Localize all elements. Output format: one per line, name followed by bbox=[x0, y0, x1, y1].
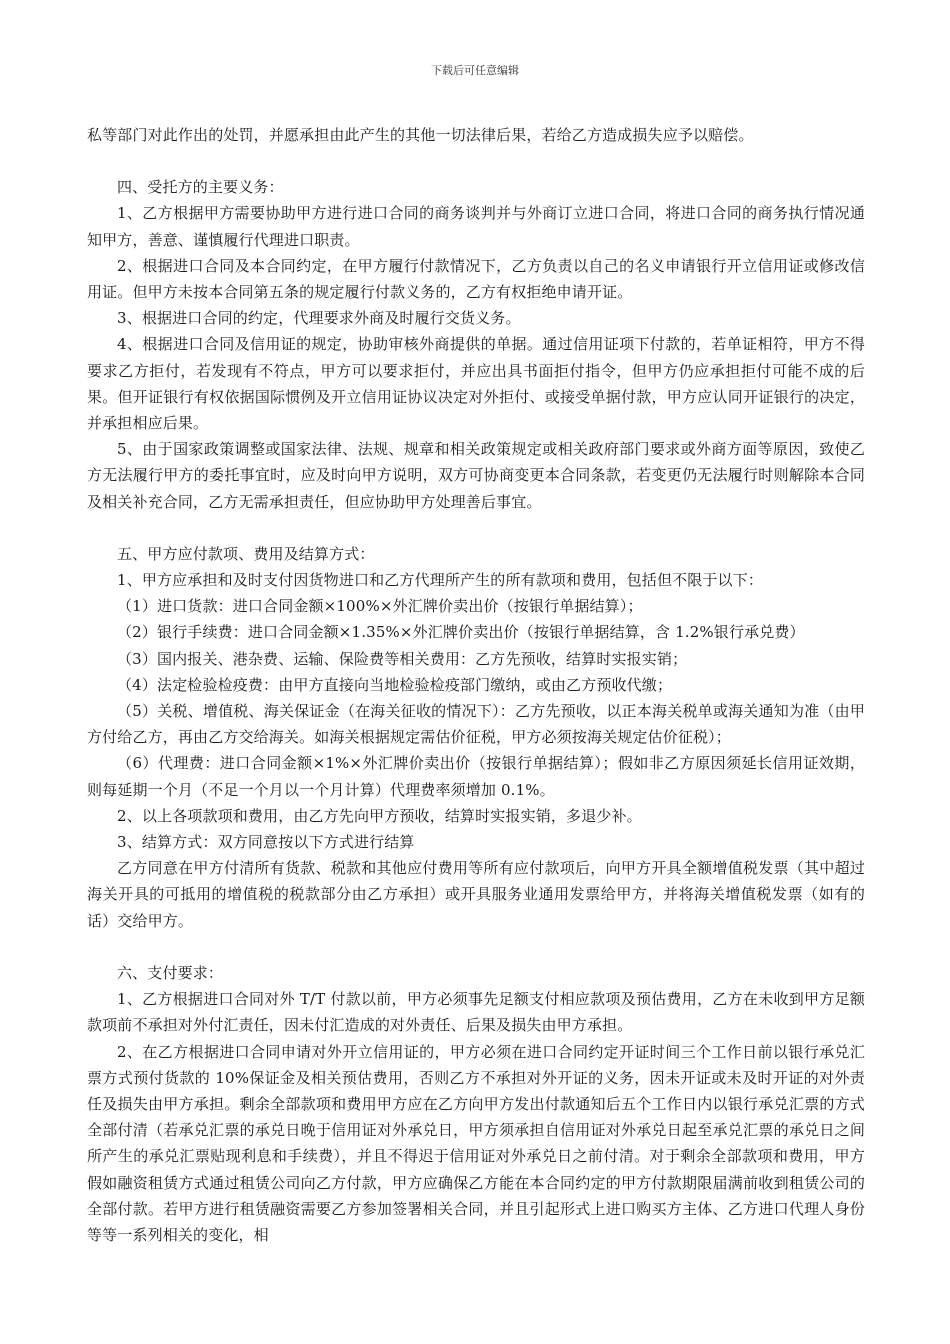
clause-5-1: 1、甲方应承担和及时支付因货物进口和乙方代理所产生的所有款项和费用，包括但不限于以下： bbox=[117, 571, 763, 590]
paragraph-gap bbox=[87, 148, 865, 174]
clause-6-2: 2、在乙方根据进口合同申请对外开立信用证的，甲方必须在进口合同约定开证时间三个工作日前以银行承兑汇票方式预付货款的 10%保证金及相关预估费用，否则乙方不承担对外开证的义务，因未开证或未及时开证的对外责任及损失由甲方承担。剩余全部款项和费用甲方应在乙方向甲方发出付款通知后五个工作日内以银行承兑汇票的方式全部付清（若承兑汇票的承兑日晚于信用证对外承兑日，甲方须承担自信用证对外承兑日起至承兑汇票的承兑日之间所产生的承兑汇票贴现利息和手续费），并且不得迟于信用证对外承兑日之前付清。对于剩余全部款项和费用，甲方假如融资租赁方式通过租赁公司向乙方付款，甲方应确保乙方能在本合同约定的甲方付款期限届满前收到租赁公司的全部付款。若甲方进行租赁融资需要乙方参加签署相关合同，并且引起形式上进口购买方主体、乙方进口代理人身份等等一系列相关的变化，相 bbox=[87, 1042, 865, 1244]
page-header: 下载后可任意编辑 bbox=[431, 64, 519, 77]
clause-5-1-item-5: （5）关税、增值税、海关保证金（在海关征收的情况下）：乙方先预收，以正本海关税单或海关通知为准（由甲方付给乙方，再由乙方交给海关。如海关根据规定需估价征税，甲方必须按海关规定估价征税）； bbox=[87, 702, 865, 747]
clause-5-1-item-6: （6）代理费：进口合同金额×1%×外汇牌价卖出价（按银行单据结算）；假如非乙方原因须延长信用证效期，则每延期一个月（不足一个月以一个月计算）代理费率须增加 0.1%。 bbox=[87, 754, 865, 799]
document-body bbox=[87, 122, 865, 1248]
clause-5-3-detail: 乙方同意在甲方付清所有货款、税款和其他应付费用等所有应付款项后，向甲方开具全额增值税发票（其中超过海关开具的可抵用的增值税的税款部分由乙方承担）或开具服务业通用发票给甲方，并将海关增值税发票（如有的话）交给甲方。 bbox=[87, 859, 865, 930]
clause-5-2: 2、以上各项款项和费用，由乙方先向甲方预收，结算时实报实销，多退少补。 bbox=[117, 806, 642, 825]
clause-5-1-item-1: （1）进口货款：进口合同金额×100%×外汇牌价卖出价（按银行单据结算）； bbox=[117, 597, 643, 616]
section-heading-6: 六、支付要求： bbox=[117, 963, 224, 982]
clause-4-2: 2、根据进口合同及本合同约定，在甲方履行付款情况下，乙方负责以自己的名义申请银行开立信用证或修改信用证。但甲方未按本合同第五条的规定履行付款义务的，乙方有权拒绝申请开证。 bbox=[87, 256, 865, 302]
clause-4-4: 4、根据进口合同及信用证的规定，协助审核外商提供的单据。通过信用证项下付款的，若单证相符，甲方不得要求乙方拒付，若发现有不符点，甲方可以要求拒付，并应出具书面拒付指令，但甲方仍应承担拒付可能不成的后果。但开证银行有权依据国际惯例及开立信用证协议决定对外拒付、或接受单据付款，甲方应认同开证银行的决定，并承担相应后果。 bbox=[87, 335, 865, 433]
clause-4-5: 5、由于国家政策调整或国家法律、法规、规章和相关政策规定或相关政府部门要求或外商方面等原因，致使乙方无法履行甲方的委托事宜时，应及时向甲方说明，双方可协商变更本合同条款，若变更仍无法履行时则解除本合同及相关补充合同，乙方无需承担责任，但应协助甲方处理善后事宜。 bbox=[87, 440, 865, 511]
section-heading-5: 五、甲方应付款项、费用及结算方式： bbox=[117, 544, 375, 563]
clause-4-3: 3、根据进口合同的约定，代理要求外商及时履行交货义务。 bbox=[117, 309, 521, 328]
clause-5-1-item-3: （3）国内报关、港杂费、运输、保险费等相关费用：乙方先预收，结算时实报实销； bbox=[117, 649, 688, 668]
clause-6-1: 1、乙方根据进口合同对外 T/T 付款以前，甲方必须事先足额支付相应款项及预估费用，乙方在未收到甲方足额款项前不承担对外付汇责任，因未付汇造成的对外责任、后果及损失由甲方承担。 bbox=[87, 990, 865, 1035]
section-heading-4: 四、受托方的主要义务： bbox=[117, 178, 284, 197]
clause-5-1-item-2: （2）银行手续费：进口合同金额×1.35%×外汇牌价卖出价（按银行单据结算，含 1.2%银行承兑费） bbox=[117, 623, 805, 642]
clause-5-1-item-4: （4）法定检验检疫费：由甲方直接向当地检验检疫部门缴纳，或由乙方预收代缴； bbox=[117, 675, 673, 694]
clause-4-1: 1、乙方根据甲方需要协助甲方进行进口合同的商务谈判并与外商订立进口合同，将进口合同的商务执行情况通知甲方，善意、谨慎履行代理进口职责。 bbox=[87, 204, 865, 249]
paragraph-gap bbox=[87, 934, 865, 960]
paragraph-gap bbox=[87, 515, 865, 541]
paragraph-continuation: 私等部门对此作出的处罚，并愿承担由此产生的其他一切法律后果，若给乙方造成损失应予以赔偿。 bbox=[87, 126, 754, 144]
clause-5-3: 3、结算方式：双方同意按以下方式进行结算 bbox=[117, 833, 415, 852]
